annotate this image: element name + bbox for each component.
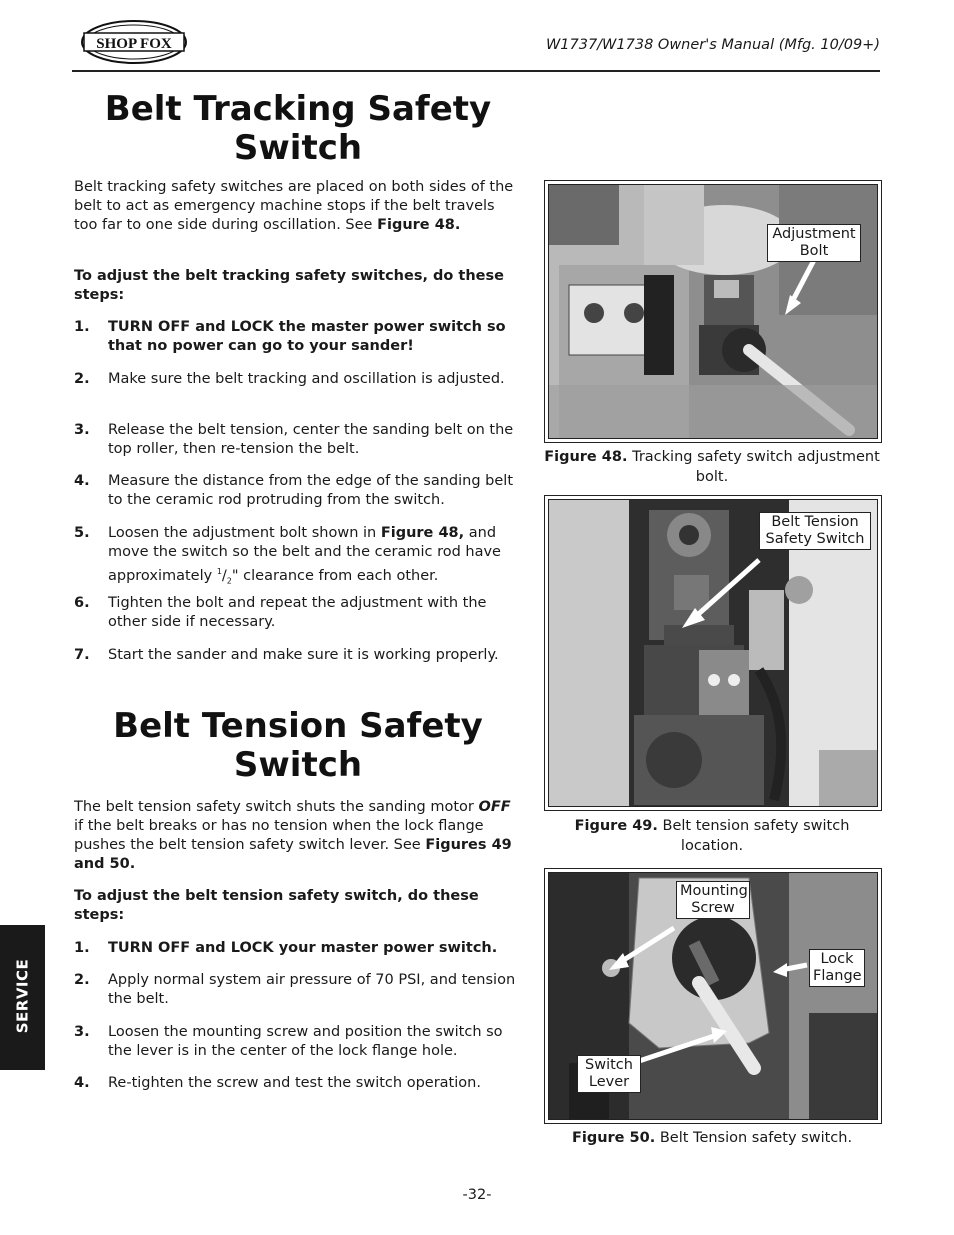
step-item: 5. Loosen the adjustment bolt shown in Figure 48, and move the switch so the belt and the ceramic rod have approximately $^1/_2$" clearance from each other. [74,525,501,586]
page-number: -32- [462,1187,492,1203]
callout-belt-tension-safety-switch: Belt Tension Safety Switch [759,512,871,550]
callout-switch-lever: Switch Lever [577,1055,641,1093]
shop-fox-logo [80,18,188,66]
step-item: 6. Tighten the bolt and repeat the adjustment with the other side if necessary. [74,595,487,630]
step-item: 3. Release the belt tension, center the sanding belt on the top roller, then re-tension the belt. [74,422,514,457]
section-tab [0,925,45,1070]
figure-48 [544,180,882,443]
figure-49-caption: Figure 49. Belt tension safety switch location. [574,818,850,854]
section-heading-belt-tracking: Belt Tracking Safety Switch [104,89,492,168]
steps-intro: To adjust the belt tracking safety switches, do these steps: [74,268,504,303]
steps-intro: To adjust the belt tension safety switch, do these steps: [74,888,479,923]
header-rule [72,70,880,72]
step-item: 4. Measure the distance from the edge of the sanding belt to the ceramic rod protruding from the switch. [74,473,514,508]
callout-adjustment-bolt: Adjustment Bolt [767,224,861,262]
step-item: 3. Loosen the mounting screw and position the switch so the lever is in the center of the lock flange hole. [74,1024,503,1059]
figure-reference: Figure 48, [380,525,465,541]
callout-mounting-screw: Mounting Screw [676,881,750,919]
step-item: 7. Start the sander and make sure it is working properly. [74,647,499,663]
section-tab-label: SERVICE [13,958,32,1034]
figure-reference: Figure 48. [377,217,461,233]
section-heading-belt-tension: Belt Tension Safety Switch [113,706,483,785]
step-item: 1. TURN OFF and LOCK your master power switch. [74,940,498,956]
step-item: 2. Make sure the belt tracking and oscillation is adjusted. [74,371,505,387]
callout-lock-flange: Lock Flange [809,949,865,987]
figure-50-caption: Figure 50. Belt Tension safety switch. [571,1130,853,1146]
step-item: 2. Apply normal system air pressure of 70 PSI, and tension the belt. [74,972,516,1007]
step-item: 1. TURN OFF and LOCK the master power switch so that no power can go to your sander! [74,319,506,354]
svg-text:SHOP FOX: SHOP FOX [96,36,172,52]
step-item: 4. Re-tighten the screw and test the switch operation. [74,1075,481,1091]
figure-reference: Figures 49 and 50. [74,837,512,872]
intro-paragraph: Belt tracking safety switches are placed on both sides of the belt to act as emergency machine stops if the belt travels too far to one side during oscillation. See Figure 48. [74,179,514,233]
figure-49 [544,495,882,811]
intro-paragraph: The belt tension safety switch shuts the sanding motor OFF if the belt breaks or has no tension when the lock flange pushes the belt tension safety switch lever. See Figures 49 and 50. [74,799,512,872]
figure-48-caption: Figure 48. Tracking safety switch adjustment bolt. [544,449,880,485]
manual-title: W1737/W1738 Owner's Manual (Mfg. 10/09+) [545,37,880,53]
figure-50 [544,868,882,1124]
figure-48-photo [549,185,877,438]
